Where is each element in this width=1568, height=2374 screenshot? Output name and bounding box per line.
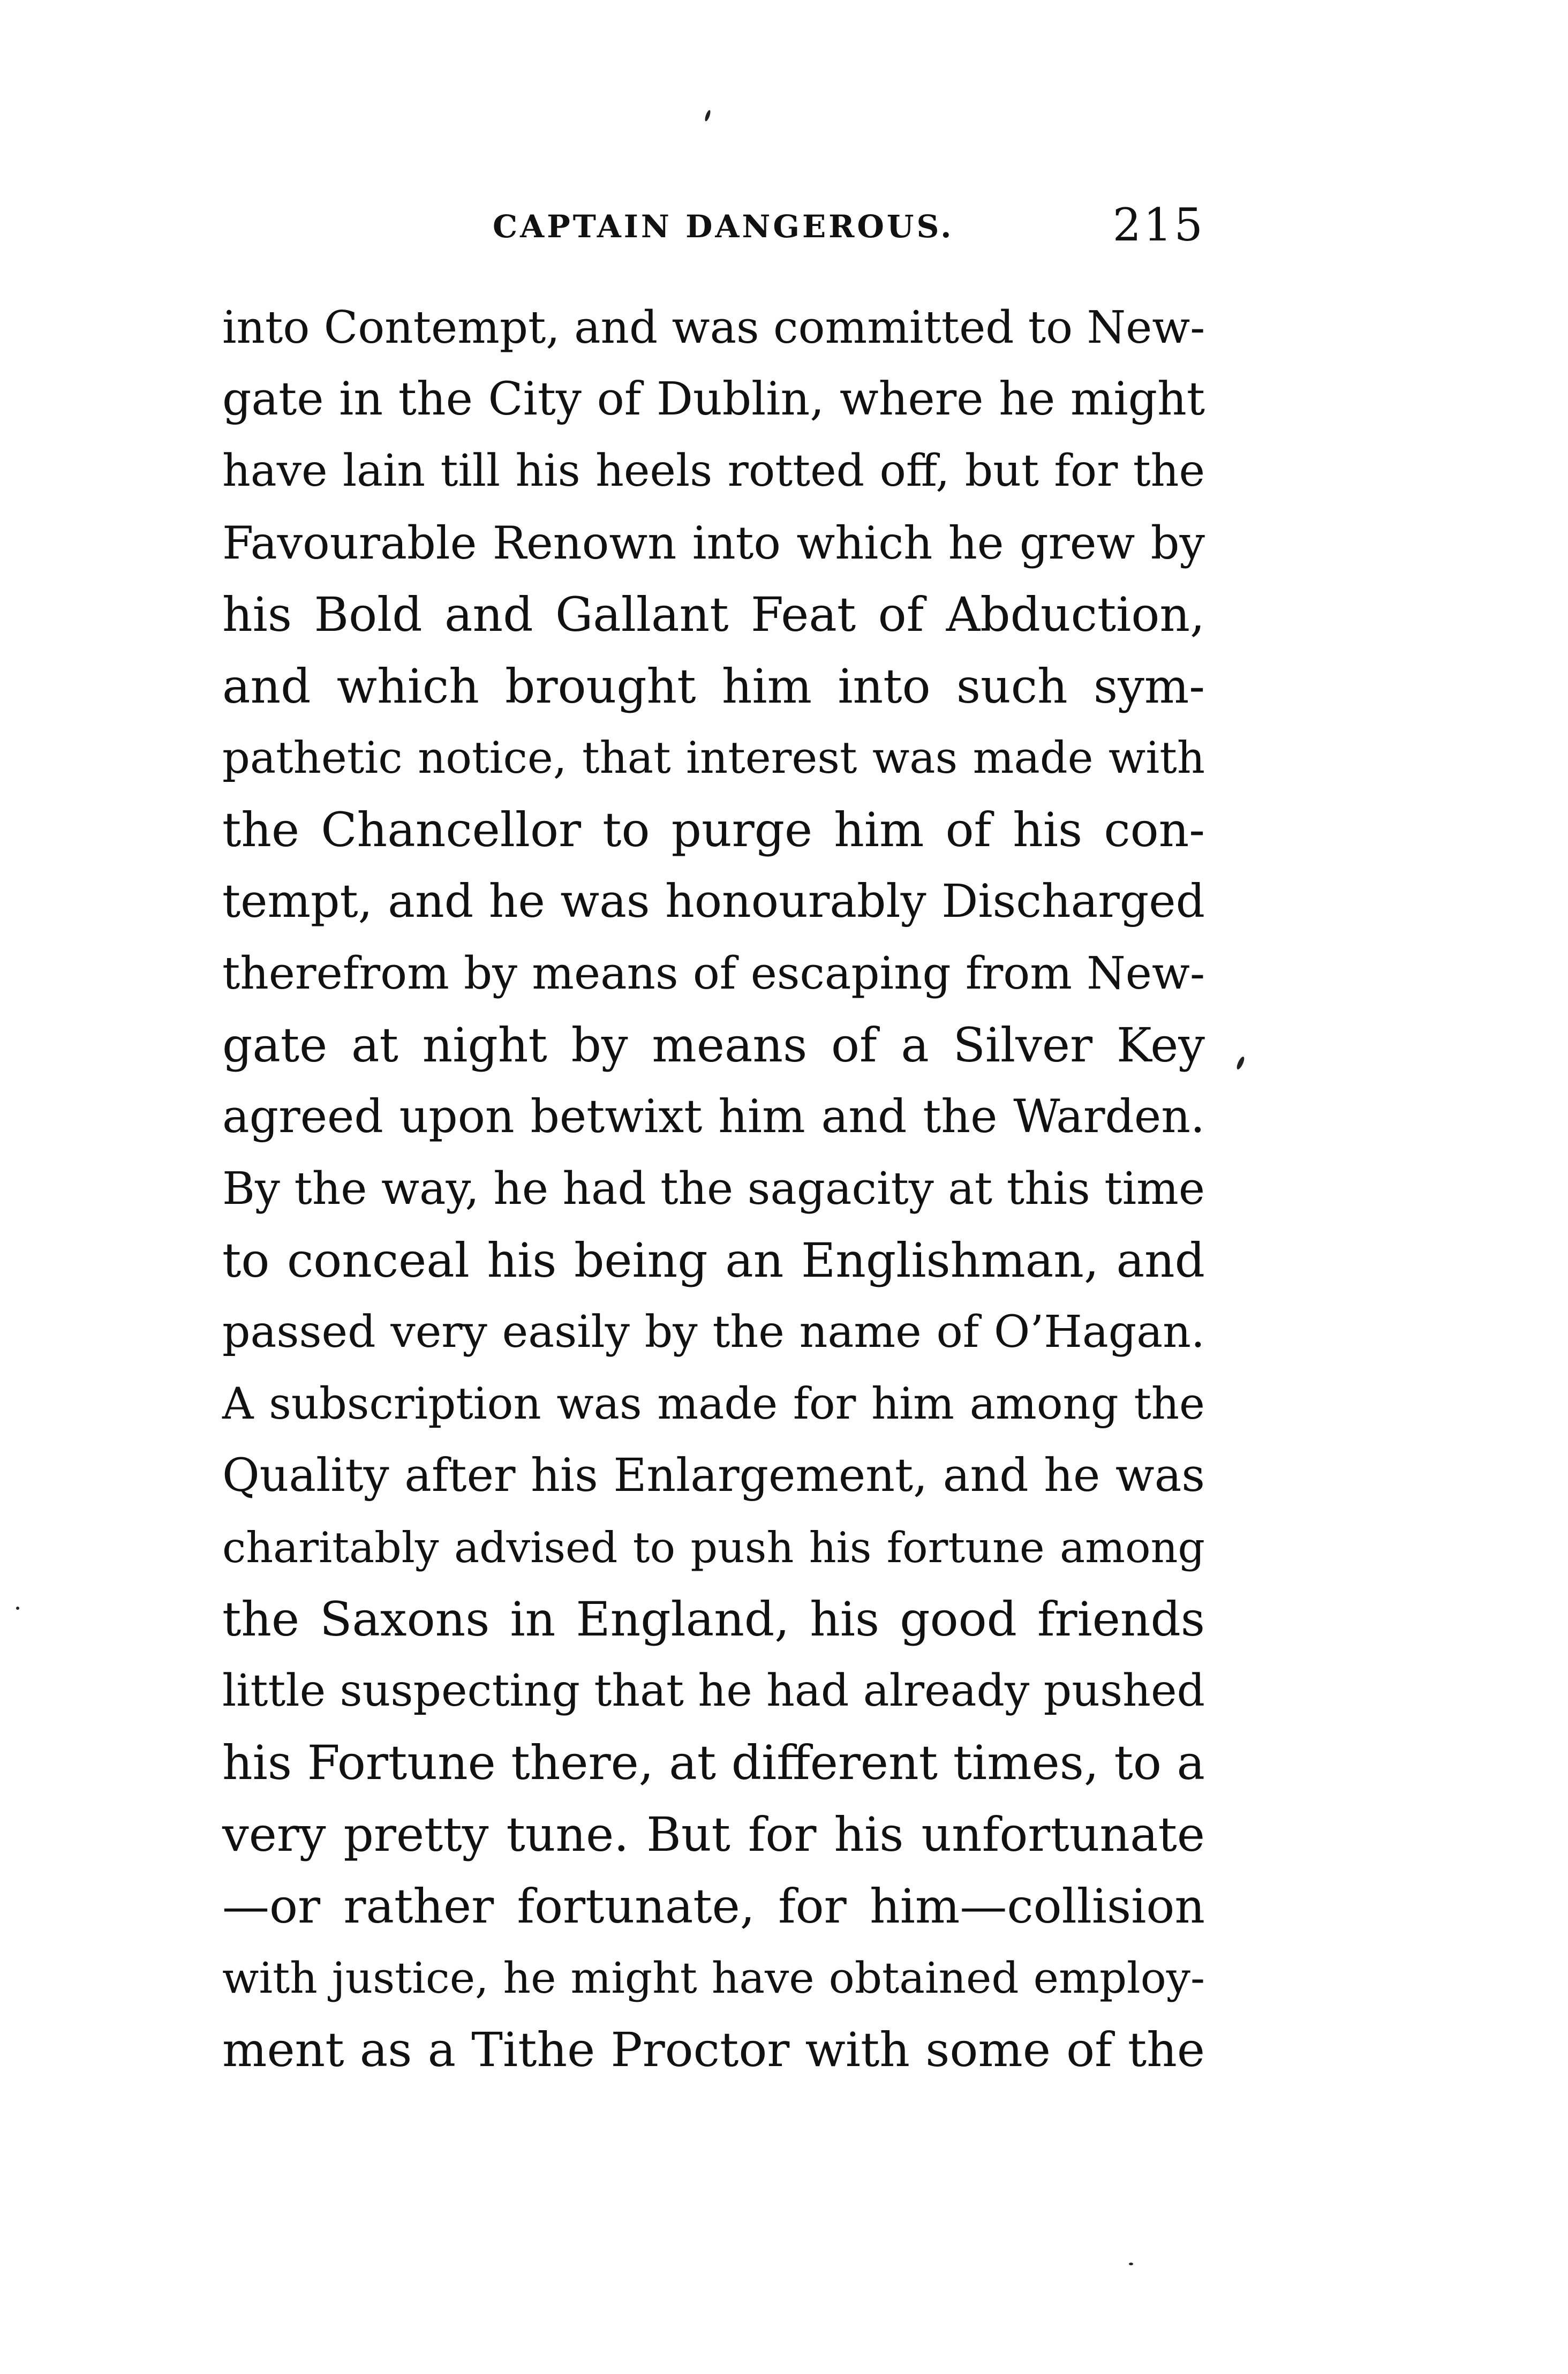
text-line: to conceal his being an Englishman, and xyxy=(222,1233,1205,1288)
ink-speck-left xyxy=(16,1607,19,1610)
text-line: charitably advised to push his fortune among xyxy=(222,1523,1205,1572)
text-line: Quality after his Enlargement, and he was xyxy=(222,1449,1205,1502)
text-line: his Bold and Gallant Feat of Abduction, xyxy=(222,587,1205,642)
text-line: gate in the City of Dublin, where he might xyxy=(222,373,1205,426)
ink-speck-right xyxy=(1235,1056,1246,1070)
running-title: CAPTAIN DANGEROUS. xyxy=(493,208,954,245)
text-line: the Saxons in England, his good friends xyxy=(222,1592,1205,1647)
text-line: ment as a Tithe Proctor with some of the xyxy=(222,2022,1205,2077)
page-number: 215 xyxy=(1112,199,1205,251)
text-line: the Chancellor to purge him of his con- xyxy=(222,802,1205,857)
text-line: pathetic notice, that interest was made with xyxy=(222,733,1205,783)
text-line: By the way, he had the sagacity at this time xyxy=(222,1163,1205,1215)
text-line: little suspecting that he had already pushed xyxy=(222,1665,1205,1716)
text-line: tempt, and he was honourably Discharged xyxy=(222,875,1205,928)
text-line: A subscription was made for him among the xyxy=(222,1379,1205,1429)
running-header xyxy=(222,199,1205,251)
text-line: Favourable Renown into which he grew by xyxy=(222,517,1205,569)
text-line: gate at night by means of a Silver Key xyxy=(222,1018,1205,1073)
text-line: have lain till his heels rotted off, but for the xyxy=(222,446,1205,496)
ink-speck-bottom xyxy=(1129,2263,1133,2265)
text-line: and which brought him into such sym- xyxy=(222,659,1205,714)
text-line: therefrom by means of escaping from New- xyxy=(222,947,1205,999)
text-line: agreed upon betwixt him and the Warden. xyxy=(222,1090,1205,1143)
text-line: very pretty tune. But for his unfortunate xyxy=(222,1807,1205,1862)
text-line: into Contempt, and was committed to New- xyxy=(222,302,1205,353)
text-line: his Fortune there, at different times, to a xyxy=(222,1735,1205,1790)
body-text xyxy=(222,292,1205,2086)
text-line: with justice, he might have obtained employ- xyxy=(222,1953,1205,2003)
ink-speck-top xyxy=(704,109,711,122)
text-line: passed very easily by the name of O’Hagan. xyxy=(222,1307,1205,1358)
text-line: —or rather fortunate, for him—collision xyxy=(222,1879,1205,1934)
